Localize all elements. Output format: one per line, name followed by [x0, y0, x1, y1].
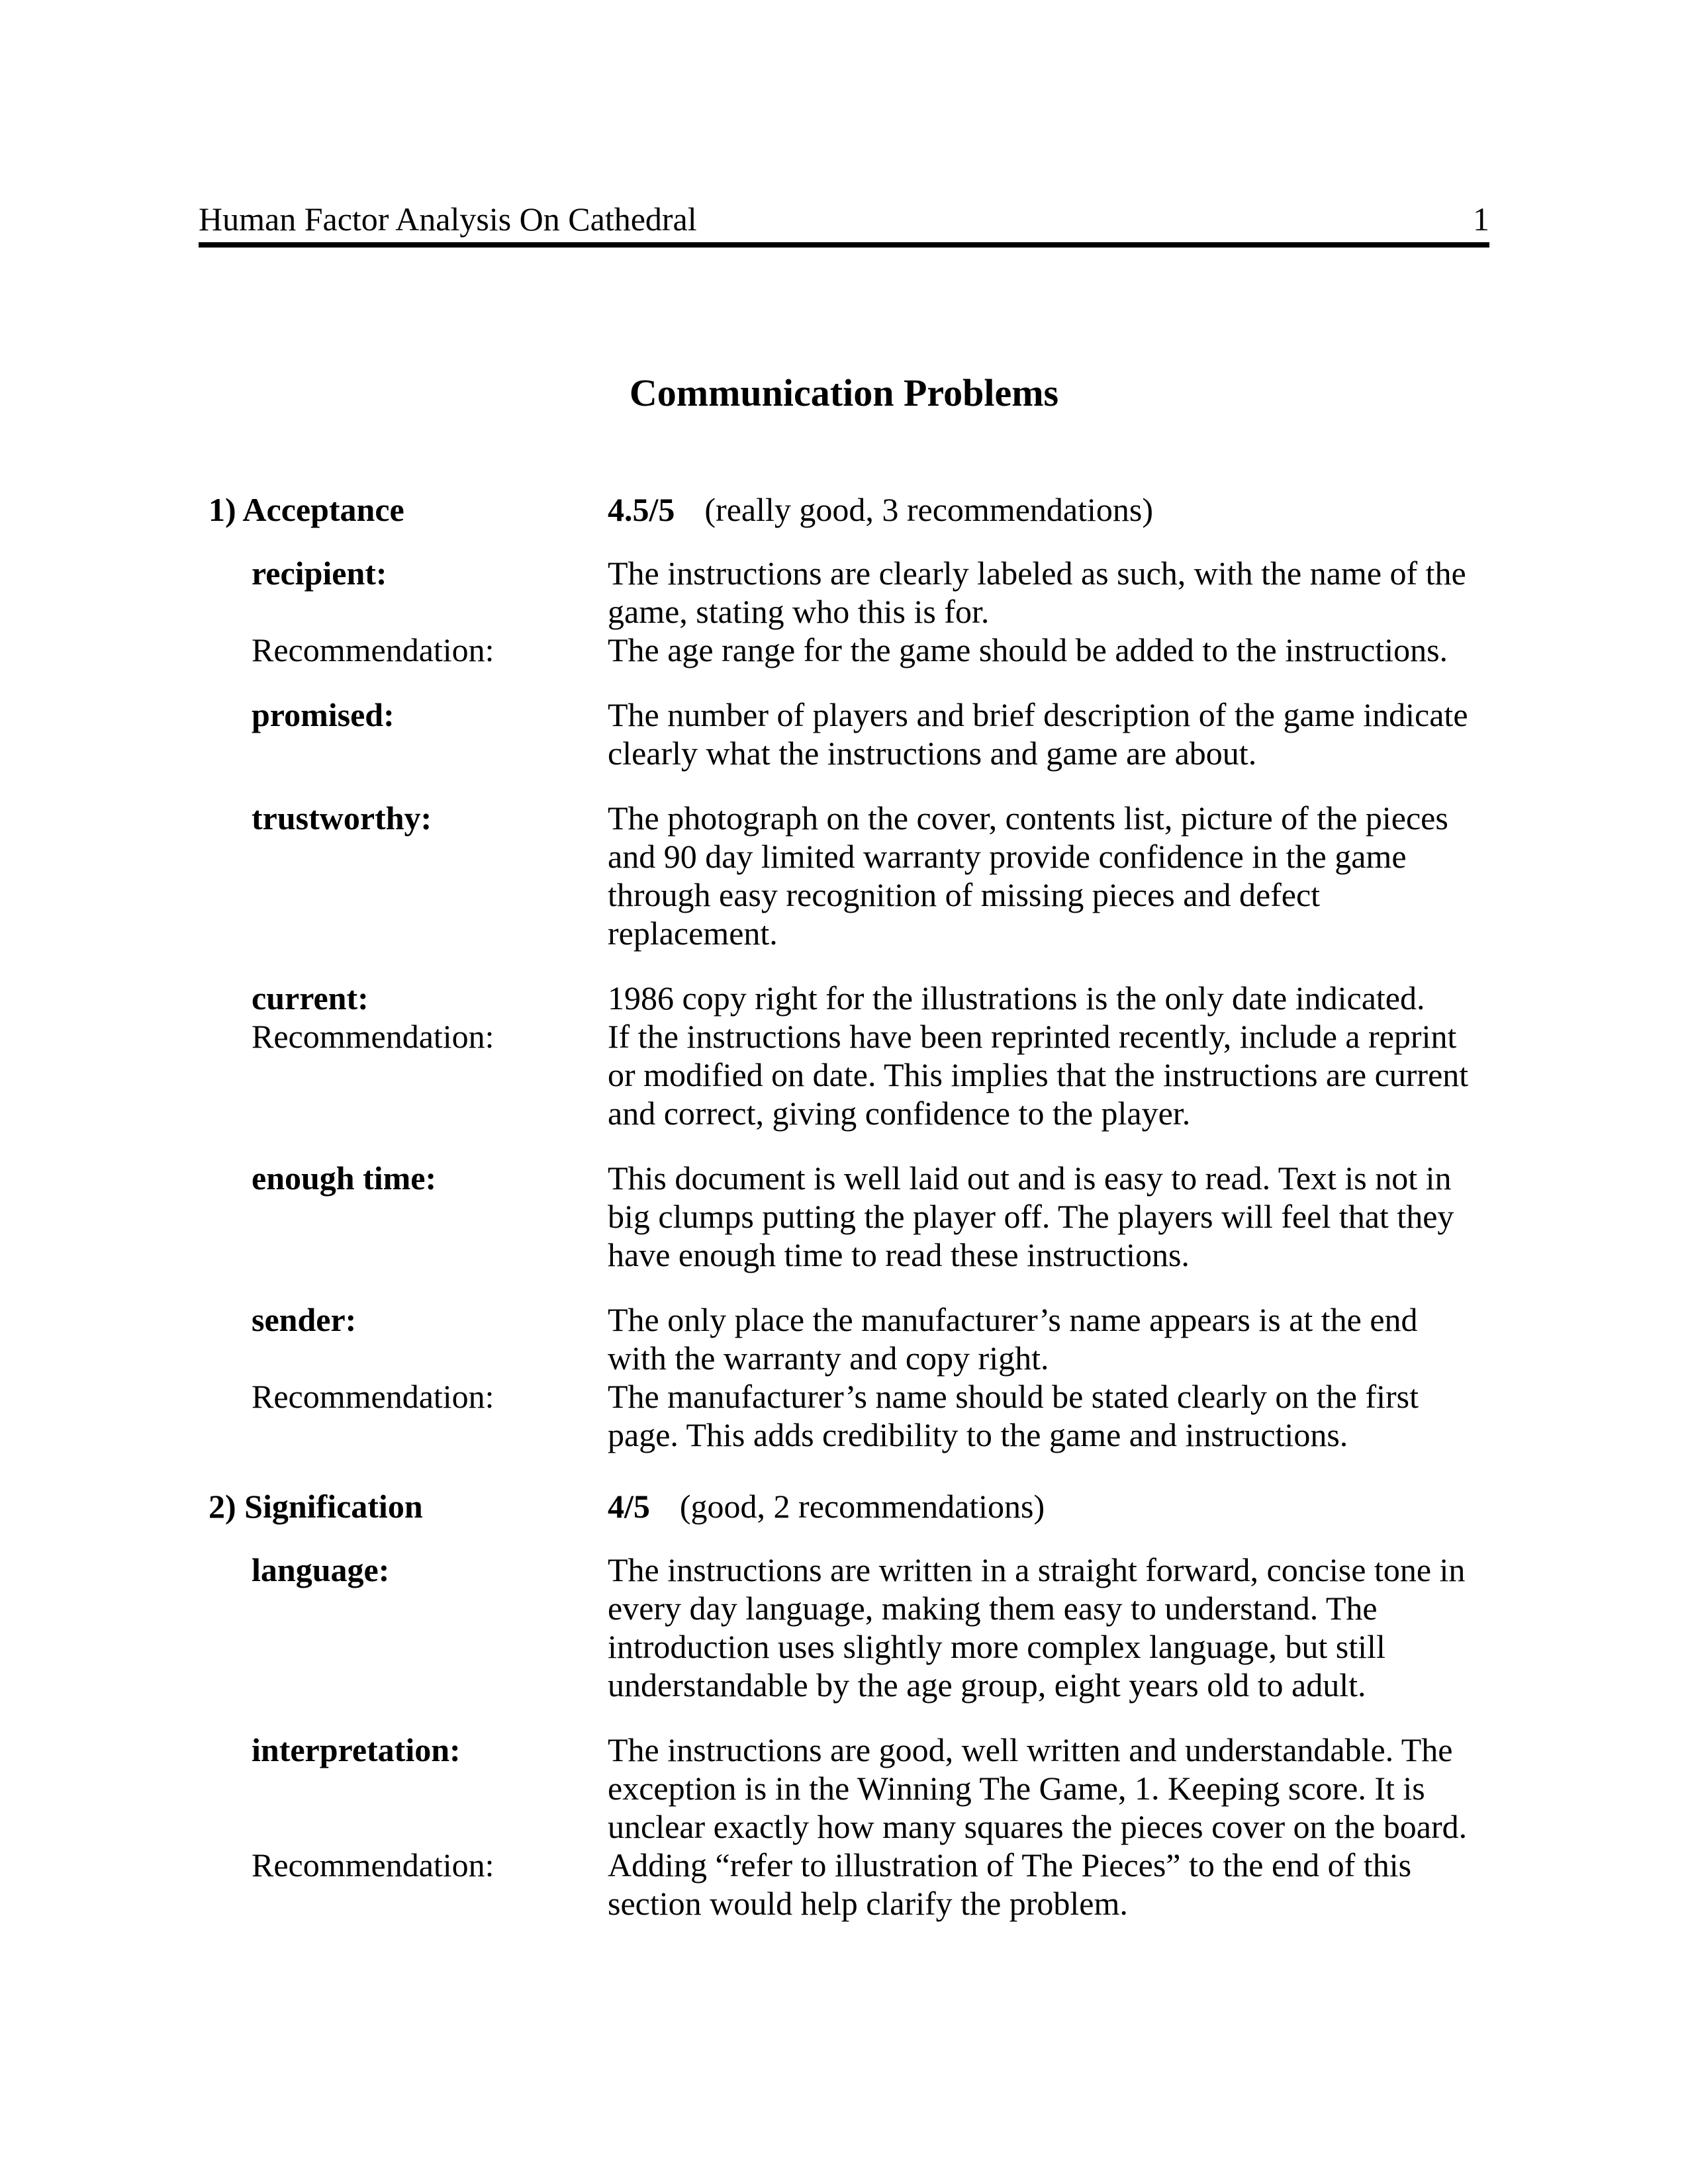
section-signification	[199, 1487, 1489, 1923]
item-label: interpretation:	[252, 1731, 461, 1768]
item-text: The instructions are written in a straight forward, concise tone in every day language, making them easy to understand. The introduction uses slightly more complex language, but still understandable by the age group, eight years old to adult.	[608, 1551, 1466, 1704]
item-row	[199, 1017, 1489, 1132]
item-text: The manufacturer’s name should be stated clearly on the first page. This adds credibility to the game and instructions.	[608, 1378, 1419, 1453]
item-row	[199, 1377, 1489, 1454]
item-block-trustworthy	[199, 799, 1489, 952]
item-row	[199, 1731, 1489, 1846]
header-page-number: 1	[1473, 201, 1489, 238]
section-rating: 4/5	[608, 1488, 650, 1525]
item-label: promised:	[252, 696, 395, 733]
item-row	[199, 799, 1489, 952]
item-label: recipient:	[252, 555, 387, 592]
item-block-promised	[199, 696, 1489, 772]
item-row	[199, 979, 1489, 1017]
item-text: The age range for the game should be added to the instructions.	[608, 631, 1448, 668]
item-text: This document is well laid out and is easy to read. Text is not in big clumps putting the player off. The players will feel that they have enough time to read these instructions.	[608, 1160, 1454, 1273]
item-row	[199, 1551, 1489, 1704]
item-row	[199, 696, 1489, 772]
item-text: The only place the manufacturer’s name appears is at the end with the warranty and copy right.	[608, 1301, 1418, 1377]
item-label: enough time:	[252, 1160, 437, 1197]
item-row	[199, 1846, 1489, 1923]
item-text: The instructions are good, well written and understandable. The exception is in the Winning The Game, 1. Keeping score. It is unclear exactly how many squares the pieces cover on the board.	[608, 1731, 1468, 1845]
item-row	[199, 1159, 1489, 1274]
document-title: Communication Problems	[629, 371, 1059, 414]
item-block-language	[199, 1551, 1489, 1704]
section-name: 2) Signification	[209, 1488, 423, 1525]
item-text: 1986 copy right for the illustrations is the only date indicated.	[608, 979, 1425, 1017]
item-block-recipient	[199, 554, 1489, 669]
item-row	[199, 554, 1489, 631]
section-rating: 4.5/5	[608, 491, 675, 528]
page-header	[199, 200, 1489, 248]
item-label: Recommendation:	[252, 1846, 494, 1884]
item-block-enough-time	[199, 1159, 1489, 1274]
section-rating-note: (good, 2 recommendations)	[679, 1488, 1045, 1525]
item-row	[199, 1300, 1489, 1377]
item-label: Recommendation:	[252, 1378, 494, 1415]
item-block-sender	[199, 1300, 1489, 1454]
document-content	[199, 370, 1489, 1923]
section-acceptance	[199, 490, 1489, 1454]
item-text: The instructions are clearly labeled as such, with the name of the game, stating who this is for.	[608, 555, 1466, 630]
item-label: Recommendation:	[252, 1018, 494, 1055]
item-block-current	[199, 979, 1489, 1132]
item-text: The photograph on the cover, contents list, picture of the pieces and 90 day limited warranty provide confidence in the game through easy recognition of missing pieces and defect replacement.	[608, 799, 1448, 952]
item-label: current:	[252, 979, 369, 1017]
item-text: The number of players and brief description of the game indicate clearly what the instructions and game are about.	[608, 696, 1468, 772]
section-name: 1) Acceptance	[209, 491, 404, 528]
item-text: Adding “refer to illustration of The Pieces” to the end of this section would help clarify the problem.	[608, 1846, 1412, 1922]
item-label: trustworthy:	[252, 799, 432, 837]
header-title: Human Factor Analysis On Cathedral	[199, 201, 697, 238]
section-heading	[209, 1487, 1489, 1525]
item-label: Recommendation:	[252, 631, 494, 668]
section-rating-note: (really good, 3 recommendations)	[704, 491, 1153, 528]
item-row	[199, 631, 1489, 669]
section-heading	[209, 490, 1489, 529]
item-label: language:	[252, 1551, 390, 1588]
item-label: sender:	[252, 1301, 357, 1338]
item-block-interpretation	[199, 1731, 1489, 1923]
item-text: If the instructions have been reprinted recently, include a reprint or modified on date. This implies that the instructions are current and correct, giving confidence to the player.	[608, 1018, 1469, 1132]
